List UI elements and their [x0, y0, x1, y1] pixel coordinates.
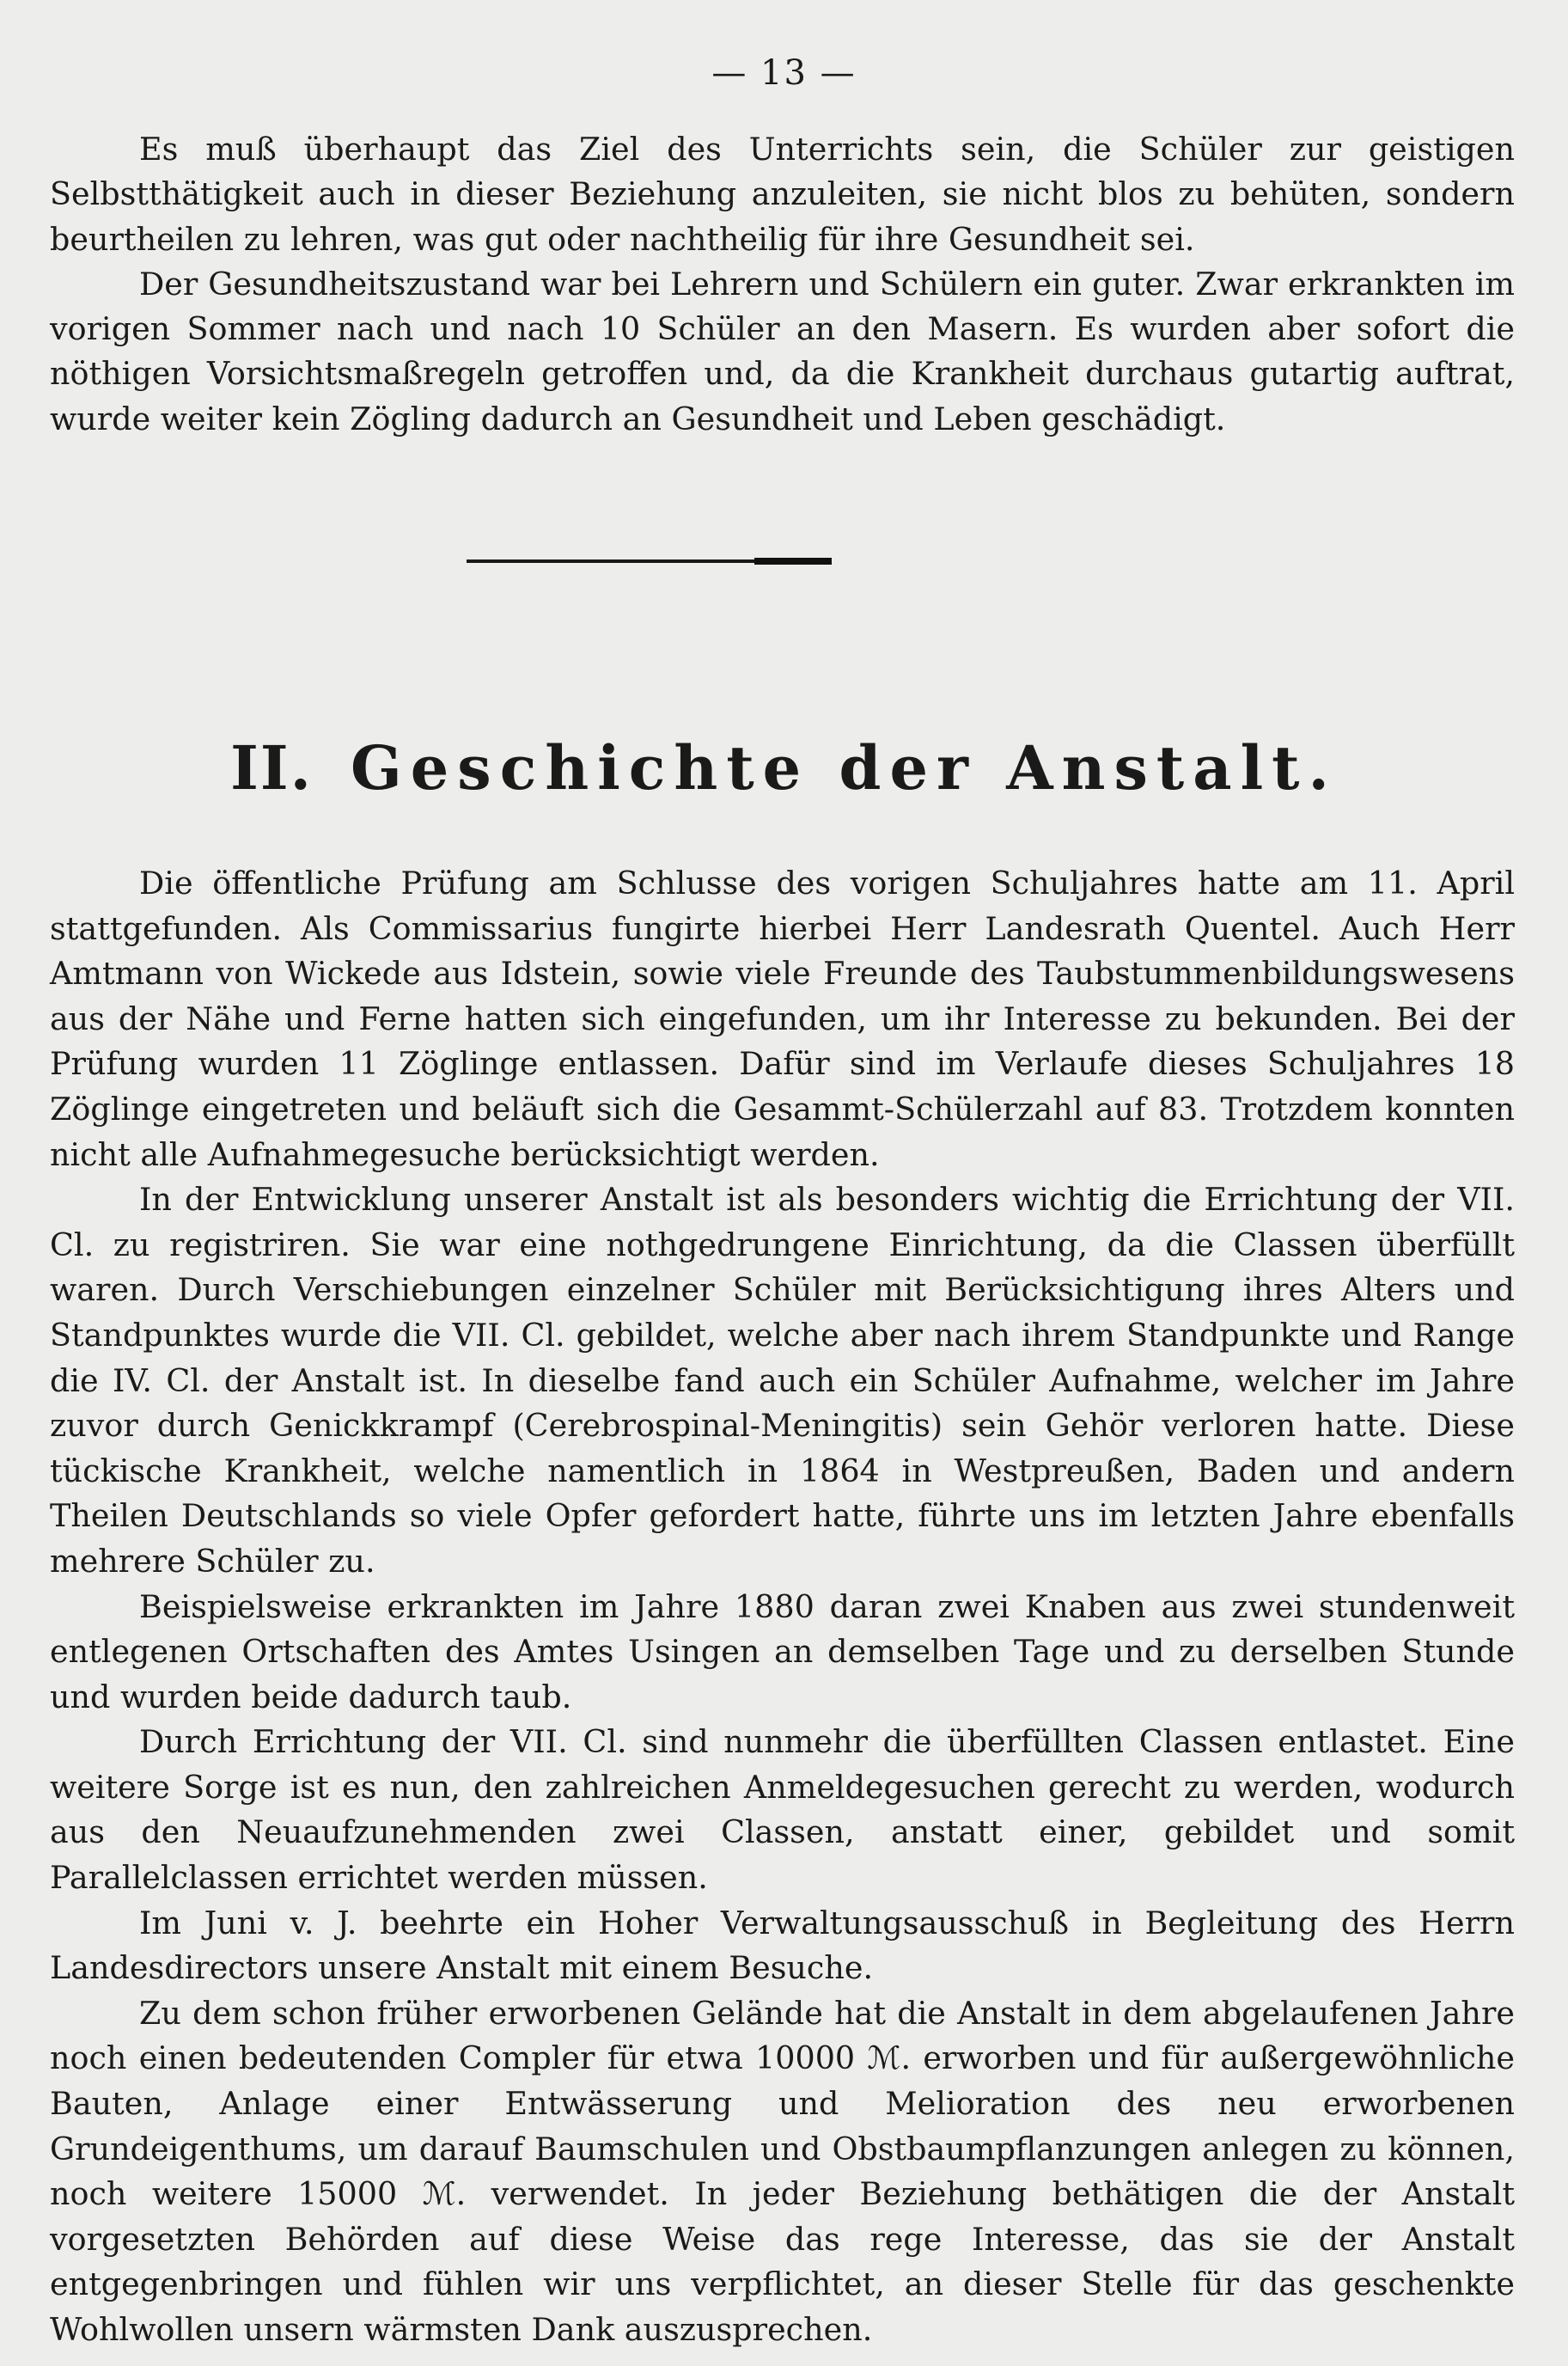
section-number: II. [230, 732, 313, 804]
section-divider [467, 559, 832, 563]
paragraph: Zu dem schon früher erworbenen Gelände hat die Anstalt in dem abgelaufenen Jahre noch einen bedeutenden Compler für etwa 10000 ℳ. erworben und für außergewöhnliche Bauten, Anlage einer Entwässerung und Melioration des neu erworbenen Grundeigenthums, um darauf Baumschulen und Obstbaumpflanzungen anlegen zu können, noch weitere 15000 ℳ. verwendet. In jeder Beziehung bethätigen die der Anstalt vorgesetzten Behörden auf diese Weise das rege Interesse, das sie der Anstalt entgegenbringen und fühlen wir uns verpflichtet, an dieser Stelle für das geschenkte Wohlwollen unsern wärmsten Dank auszusprechen. [50, 1994, 1515, 2348]
paragraph: Im Juni v. J. beehrte ein Hoher Verwaltungsausschuß in Begleitung des Herrn Landesdirectors unsere Anstalt mit einem Besuche. [50, 1904, 1515, 1987]
section-heading [0, 732, 1568, 804]
page-number: — 13 — [711, 53, 857, 93]
paragraph: In der Entwicklung unserer Anstalt ist als besonders wichtig die Errichtung der VII. Cl. zu registriren. Sie war eine nothgedrungene Einrichtung, da die Classen überfüllt waren. Durch Verschiebungen einzelner Schüler mit Berücksichtigung ihres Alters und Standpunktes wurde die VII. Cl. gebildet, welche aber nach ihrem Standpunkte und Range die IV. Cl. der Anstalt ist. In dieselbe fand auch ein Schüler Aufnahme, welcher im Jahre zuvor durch Genickkrampf (Cerebrospinal-Meningitis) sein Gehör verloren hatte. Diese tückische Krankheit, welche namentlich in 1864 in Westpreußen, Baden und andern Theilen Deutschlands so viele Opfer gefordert hatte, führte uns im letzten Jahre ebenfalls mehrere Schüler zu. [50, 1181, 1515, 1580]
section-two-body [50, 861, 1515, 2353]
paragraph: Durch Errichtung der VII. Cl. sind nunmehr die überfüllten Classen entlastet. Eine weitere Sorge ist es nun, den zahlreichen Anmeldegesuchen gerecht zu werden, wodurch aus den Neuaufzunehmenden zwei Classen, anstatt einer, gebildet und somit Parallelclassen errichtet werden müssen. [50, 1723, 1515, 1897]
section-title: Geschichte der Anstalt. [350, 732, 1338, 804]
paragraph: Die öffentliche Prüfung am Schlusse des vorigen Schuljahres hatte am 11. April stattgefunden. Als Commissarius fungirte hierbei Herr Landesrath Quentel. Auch Herr Amtmann von Wickede aus Idstein, sowie viele Freunde des Taubstummenbildungswesens aus der Nähe und Ferne hatten sich eingefunden, um ihr Interesse zu bekunden. Bei der Prüfung wurden 11 Zöglinge entlassen. Dafür sind im Verlaufe dieses Schuljahres 18 Zöglinge eingetreten und beläuft sich die Gesammt-Schülerzahl auf 83. Trotzdem konnten nicht alle Aufnahmegesuche berücksichtigt werden. [50, 865, 1515, 1173]
paragraph: Beispielsweise erkrankten im Jahre 1880 daran zwei Knaben aus zwei stundenweit entlegenen Ortschaften des Amtes Usingen an demselben Tage und zu derselben Stunde und wurden beide dadurch taub. [50, 1587, 1515, 1715]
section-one-continuation [50, 127, 1515, 442]
paragraph: Der Gesundheitszustand war bei Lehrern und Schülern ein guter. Zwar erkrankten im vorigen Sommer nach und nach 10 Schüler an den Masern. Es wurden aber sofort die nöthigen Vorsichtsmaßregeln getroffen und, da die Krankheit durchaus gutartig auftrat, wurde weiter kein Zögling dadurch an Gesundheit und Leben geschädigt. [50, 265, 1515, 437]
paragraph: Es muß überhaupt das Ziel des Unterrichts sein, die Schüler zur geistigen Selbstthätigkeit auch in dieser Beziehung anzuleiten, sie nicht blos zu behüten, sondern beurtheilen zu lehren, was gut oder nachtheilig für ihre Gesundheit sei. [50, 131, 1515, 258]
